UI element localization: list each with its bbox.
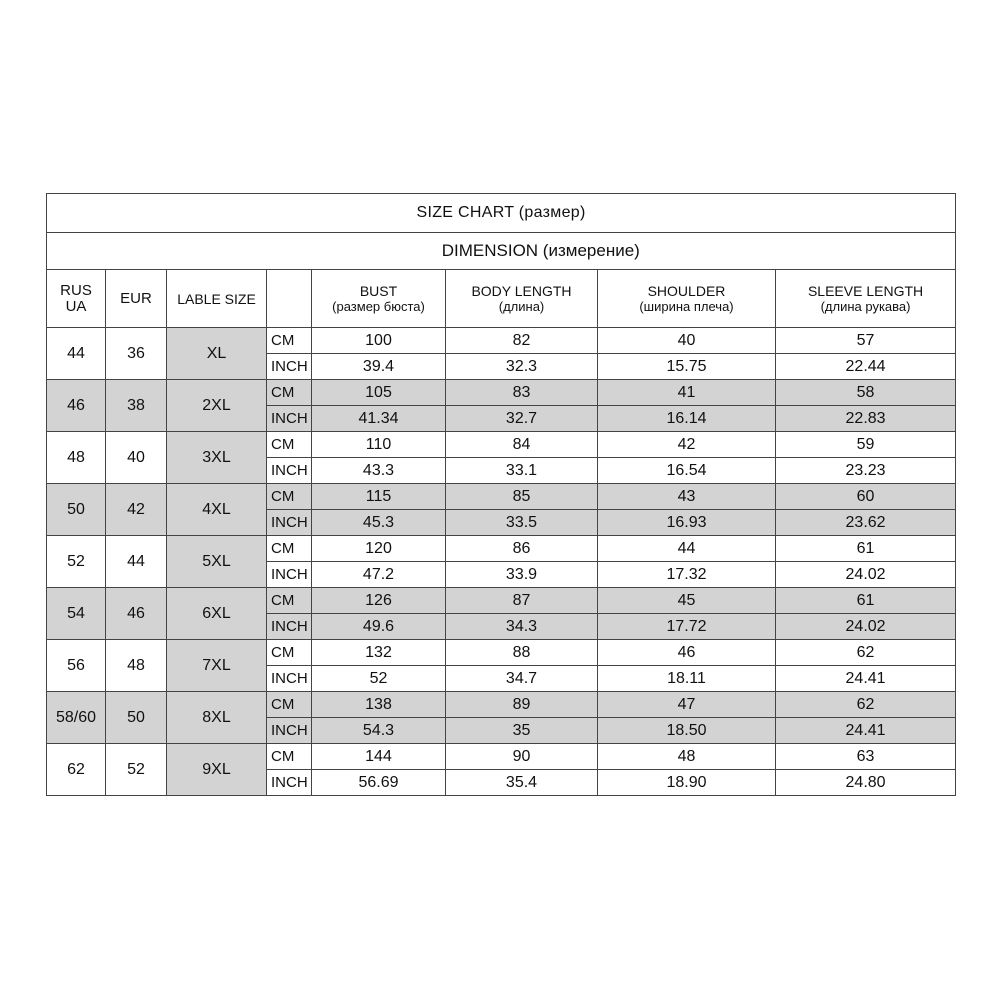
body-length-cm-value: 89: [446, 692, 598, 718]
shoulder-inch-value: 15.75: [598, 354, 776, 380]
eur-size: 50: [106, 692, 167, 744]
eur-size: 52: [106, 744, 167, 796]
unit-cm: CM: [267, 328, 312, 354]
eur-size: 42: [106, 484, 167, 536]
bust-inch-value: 49.6: [312, 614, 446, 640]
bust-inch-value: 39.4: [312, 354, 446, 380]
sleeve-length-inch-value: 24.80: [776, 770, 956, 796]
unit-cm: CM: [267, 484, 312, 510]
header-shoulder: [598, 270, 776, 328]
unit-inch: INCH: [267, 666, 312, 692]
rus-ua-size: 52: [47, 536, 106, 588]
sleeve-length-cm-value: 58: [776, 380, 956, 406]
unit-cm: CM: [267, 380, 312, 406]
bust-inch-value: 54.3: [312, 718, 446, 744]
body-length-inch-value: 34.7: [446, 666, 598, 692]
sleeve-length-cm-value: 61: [776, 536, 956, 562]
shoulder-inch-value: 16.14: [598, 406, 776, 432]
header-body-length-en: BODY LENGTH: [471, 282, 572, 299]
body-length-cm-value: 82: [446, 328, 598, 354]
label-size: 7XL: [167, 640, 267, 692]
sleeve-length-cm-value: 57: [776, 328, 956, 354]
body-length-cm-value: 90: [446, 744, 598, 770]
bust-cm-value: 138: [312, 692, 446, 718]
unit-inch: INCH: [267, 770, 312, 796]
unit-cm: CM: [267, 744, 312, 770]
header-bust-ru: (размер бюста): [332, 298, 425, 314]
bust-cm-value: 144: [312, 744, 446, 770]
body-length-inch-value: 34.3: [446, 614, 598, 640]
header-rus: RUS: [60, 281, 92, 299]
body-length-inch-value: 32.7: [446, 406, 598, 432]
table-row: [47, 588, 956, 614]
shoulder-inch-value: 18.90: [598, 770, 776, 796]
body-length-cm-value: 85: [446, 484, 598, 510]
rus-ua-size: 62: [47, 744, 106, 796]
body-length-cm-value: 86: [446, 536, 598, 562]
header-unit: [267, 270, 312, 328]
unit-inch: INCH: [267, 354, 312, 380]
bust-cm-value: 120: [312, 536, 446, 562]
header-shoulder-ru: (ширина плеча): [639, 298, 734, 314]
label-size: XL: [167, 328, 267, 380]
dimension-title: [267, 233, 956, 270]
body-length-inch-value: 33.9: [446, 562, 598, 588]
sleeve-length-inch-value: 24.02: [776, 562, 956, 588]
label-size: 3XL: [167, 432, 267, 484]
sleeve-length-inch-value: 24.41: [776, 718, 956, 744]
body-length-inch-value: 33.1: [446, 458, 598, 484]
rus-ua-size: 46: [47, 380, 106, 432]
unit-inch: INCH: [267, 562, 312, 588]
bust-inch-value: 43.3: [312, 458, 446, 484]
sleeve-length-inch-value: 24.02: [776, 614, 956, 640]
bust-cm-value: 100: [312, 328, 446, 354]
table-row: [47, 484, 956, 510]
header-rus-ua: [47, 270, 106, 328]
bust-inch-value: 52: [312, 666, 446, 692]
shoulder-cm-value: 45: [598, 588, 776, 614]
bust-cm-value: 126: [312, 588, 446, 614]
header-body-length-ru: (длина): [498, 298, 545, 314]
shoulder-inch-value: 17.32: [598, 562, 776, 588]
unit-inch: INCH: [267, 614, 312, 640]
shoulder-cm-value: 43: [598, 484, 776, 510]
table-row: [47, 744, 956, 770]
shoulder-cm-value: 47: [598, 692, 776, 718]
rus-ua-size: 54: [47, 588, 106, 640]
body-length-cm-value: 88: [446, 640, 598, 666]
label-size: 5XL: [167, 536, 267, 588]
table-row: [47, 380, 956, 406]
body-length-cm-value: 84: [446, 432, 598, 458]
body-length-inch-value: 33.5: [446, 510, 598, 536]
shoulder-inch-value: 16.54: [598, 458, 776, 484]
rus-ua-size: 44: [47, 328, 106, 380]
unit-inch: INCH: [267, 406, 312, 432]
shoulder-cm-value: 41: [598, 380, 776, 406]
sleeve-length-cm-value: 63: [776, 744, 956, 770]
header-label-size: LABLE SIZE: [167, 270, 267, 328]
table-row: [47, 328, 956, 354]
shoulder-cm-value: 46: [598, 640, 776, 666]
unit-cm: CM: [267, 692, 312, 718]
label-size: 2XL: [167, 380, 267, 432]
size-chart-title: SIZE CHART (размер): [47, 194, 956, 233]
label-size: 4XL: [167, 484, 267, 536]
unit-inch: INCH: [267, 458, 312, 484]
unit-inch: INCH: [267, 718, 312, 744]
bust-inch-value: 47.2: [312, 562, 446, 588]
rus-ua-size: 48: [47, 432, 106, 484]
header-eur: EUR: [106, 270, 167, 328]
sleeve-length-cm-value: 62: [776, 692, 956, 718]
sleeve-length-inch-value: 22.44: [776, 354, 956, 380]
eur-size: 38: [106, 380, 167, 432]
shoulder-cm-value: 40: [598, 328, 776, 354]
rus-ua-size: 50: [47, 484, 106, 536]
shoulder-inch-value: 16.93: [598, 510, 776, 536]
body-length-inch-value: 35.4: [446, 770, 598, 796]
sleeve-length-cm-value: 59: [776, 432, 956, 458]
table-row: [47, 692, 956, 718]
label-size: 8XL: [167, 692, 267, 744]
bust-cm-value: 105: [312, 380, 446, 406]
sleeve-length-inch-value: 23.62: [776, 510, 956, 536]
size-chart-table: [46, 193, 956, 796]
rus-ua-size: 58/60: [47, 692, 106, 744]
sleeve-length-inch-value: 23.23: [776, 458, 956, 484]
sleeve-length-cm-value: 61: [776, 588, 956, 614]
header-sleeve-length-en: SLEEVE LENGTH: [807, 282, 924, 299]
label-size: 6XL: [167, 588, 267, 640]
unit-cm: CM: [267, 640, 312, 666]
body-length-inch-value: 32.3: [446, 354, 598, 380]
unit-inch: INCH: [267, 510, 312, 536]
body-length-cm-value: 83: [446, 380, 598, 406]
sleeve-length-inch-value: 24.41: [776, 666, 956, 692]
header-sleeve-length: [776, 270, 956, 328]
eur-size: 40: [106, 432, 167, 484]
bust-inch-value: 45.3: [312, 510, 446, 536]
shoulder-cm-value: 42: [598, 432, 776, 458]
body-length-inch-value: 35: [446, 718, 598, 744]
eur-size: 46: [106, 588, 167, 640]
shoulder-inch-value: 18.50: [598, 718, 776, 744]
rus-ua-size: 56: [47, 640, 106, 692]
eur-size: 48: [106, 640, 167, 692]
sleeve-length-cm-value: 62: [776, 640, 956, 666]
eur-size: 36: [106, 328, 167, 380]
dimension-spacer: [47, 233, 267, 270]
dimension-label: DIMENSION (измерение): [441, 241, 640, 260]
label-size: 9XL: [167, 744, 267, 796]
bust-cm-value: 132: [312, 640, 446, 666]
table-row: [47, 536, 956, 562]
bust-cm-value: 110: [312, 432, 446, 458]
unit-cm: CM: [267, 536, 312, 562]
header-bust-en: BUST: [359, 282, 398, 299]
body-length-cm-value: 87: [446, 588, 598, 614]
unit-cm: CM: [267, 432, 312, 458]
bust-inch-value: 56.69: [312, 770, 446, 796]
sleeve-length-inch-value: 22.83: [776, 406, 956, 432]
table-row: [47, 640, 956, 666]
shoulder-cm-value: 48: [598, 744, 776, 770]
header-shoulder-en: SHOULDER: [647, 282, 726, 299]
unit-cm: CM: [267, 588, 312, 614]
shoulder-inch-value: 18.11: [598, 666, 776, 692]
eur-size: 44: [106, 536, 167, 588]
header-body-length: [446, 270, 598, 328]
header-bust: [312, 270, 446, 328]
bust-inch-value: 41.34: [312, 406, 446, 432]
shoulder-cm-value: 44: [598, 536, 776, 562]
shoulder-inch-value: 17.72: [598, 614, 776, 640]
header-ua: UA: [65, 297, 87, 315]
table-row: [47, 432, 956, 458]
header-sleeve-length-ru: (длина рукава): [820, 298, 911, 314]
sleeve-length-cm-value: 60: [776, 484, 956, 510]
bust-cm-value: 115: [312, 484, 446, 510]
